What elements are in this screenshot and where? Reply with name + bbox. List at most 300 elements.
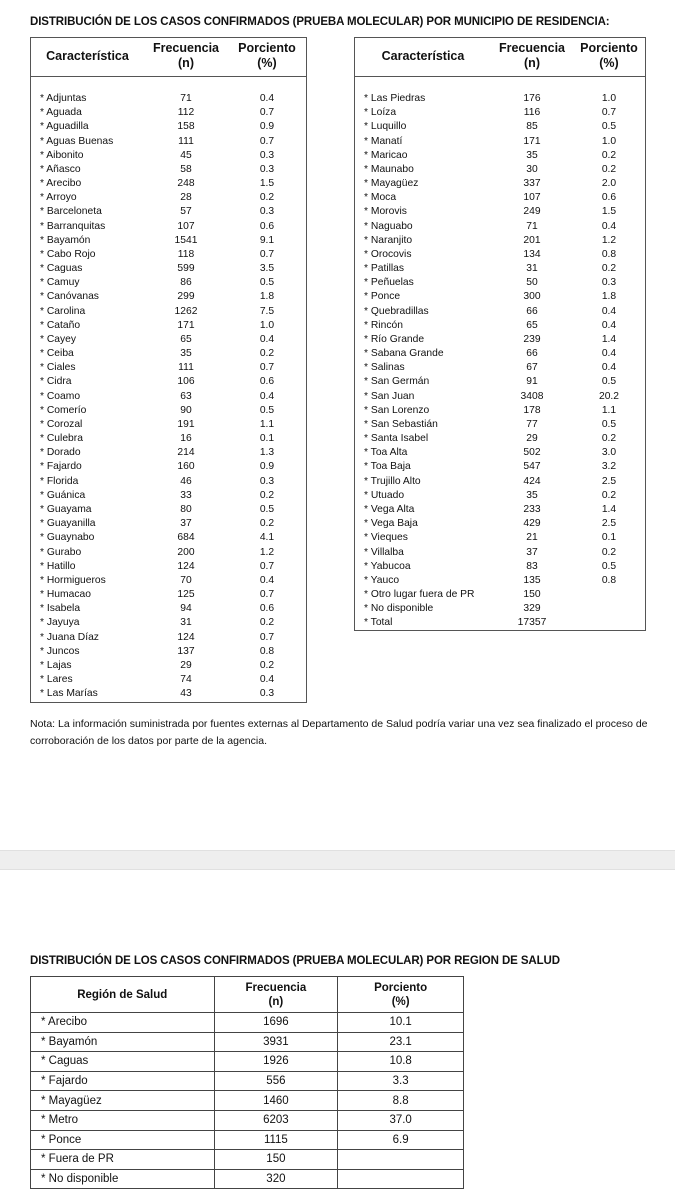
table-row xyxy=(354,404,646,418)
row-name: * Ponce xyxy=(364,291,401,303)
row-percent: 0.5 xyxy=(601,560,617,572)
row-name: * Caguas xyxy=(40,263,83,275)
row-percent: 0.4 xyxy=(601,348,617,360)
row-name: * Arecibo xyxy=(40,178,82,190)
row-frequency: 233 xyxy=(523,503,541,515)
row-name: * Utuado xyxy=(364,489,405,501)
row-percent: 1.1 xyxy=(601,404,617,416)
row-percent: 0.3 xyxy=(601,277,617,289)
table-row xyxy=(30,92,307,106)
row-name: * Las Marías xyxy=(40,688,98,700)
row-percent: 0.2 xyxy=(259,489,275,501)
table-row xyxy=(30,503,307,517)
row-name: * No disponible xyxy=(31,1169,215,1189)
table-row xyxy=(30,588,307,602)
row-name: * Guaynabo xyxy=(40,532,95,544)
row-name: * Bayamón xyxy=(40,234,91,246)
row-frequency: 320 xyxy=(214,1169,338,1189)
row-frequency: 125 xyxy=(177,589,195,601)
row-frequency: 29 xyxy=(526,433,538,445)
table-row xyxy=(354,135,646,149)
row-name: * Aibonito xyxy=(40,149,84,161)
row-frequency: 67 xyxy=(526,362,538,374)
row-frequency: 85 xyxy=(526,121,538,133)
table-row xyxy=(30,460,307,474)
row-frequency: 91 xyxy=(526,376,538,388)
row-frequency: 424 xyxy=(523,475,541,487)
row-percent: 0.8 xyxy=(601,574,617,586)
row-name: * Guánica xyxy=(40,489,86,501)
row-frequency: 35 xyxy=(180,348,192,360)
row-frequency: 66 xyxy=(526,348,538,360)
row-frequency: 124 xyxy=(177,631,195,643)
row-percent: 10.8 xyxy=(338,1052,464,1072)
row-frequency: 29 xyxy=(180,659,192,671)
row-name: * Fajardo xyxy=(31,1071,215,1091)
row-percent: 6.9 xyxy=(338,1130,464,1150)
row-name: * Metro xyxy=(31,1110,215,1130)
row-name: * Aguadilla xyxy=(40,121,89,133)
table-row xyxy=(30,305,307,319)
table-row xyxy=(30,616,307,630)
table-row xyxy=(31,1130,464,1150)
row-percent: 1.1 xyxy=(259,418,275,430)
table-row xyxy=(354,390,646,404)
row-frequency: 134 xyxy=(523,248,541,260)
row-name: * Vega Alta xyxy=(364,503,415,515)
table-row xyxy=(30,475,307,489)
row-name: * Hatillo xyxy=(40,560,76,572)
table-row xyxy=(354,588,646,602)
col-header-region: Región de Salud xyxy=(31,977,215,1013)
row-percent: 0.4 xyxy=(259,574,275,586)
col-header-percent: Porciento (%) xyxy=(227,37,307,76)
row-name: * Corozal xyxy=(40,418,83,430)
row-frequency: 249 xyxy=(523,206,541,218)
row-name: * San Sebastián xyxy=(364,418,438,430)
row-frequency: 111 xyxy=(178,362,194,374)
row-percent: 1.0 xyxy=(601,135,617,147)
row-percent: 0.3 xyxy=(259,688,275,700)
row-percent: 0.8 xyxy=(259,645,275,657)
row-percent: 10.1 xyxy=(338,1013,464,1033)
row-percent: 0.3 xyxy=(259,475,275,487)
row-name: * Aguas Buenas xyxy=(40,135,114,147)
row-name: * Isabela xyxy=(40,603,81,615)
row-name: * Humacao xyxy=(40,589,91,601)
row-frequency: 35 xyxy=(526,149,538,161)
table-row xyxy=(354,560,646,574)
table-row xyxy=(354,517,646,531)
row-name: * Mayagüez xyxy=(31,1091,215,1111)
row-name: * Mayagüez xyxy=(364,178,419,190)
row-name: * Río Grande xyxy=(364,333,425,345)
row-name: * Ciales xyxy=(40,362,76,374)
row-name: * Toa Baja xyxy=(364,461,411,473)
row-name: * Total xyxy=(364,617,393,629)
row-name: * Salinas xyxy=(364,362,405,374)
table-row xyxy=(354,418,646,432)
row-frequency: 45 xyxy=(180,149,192,161)
row-name: * Cabo Rojo xyxy=(40,248,96,260)
row-frequency: 83 xyxy=(526,560,538,572)
table-row xyxy=(354,503,646,517)
row-percent: 8.8 xyxy=(338,1091,464,1111)
row-frequency: 160 xyxy=(177,461,195,473)
row-name: * Cayey xyxy=(40,333,77,345)
row-name: * Yauco xyxy=(364,574,400,586)
row-name: * Comerío xyxy=(40,404,87,416)
row-percent: 9.1 xyxy=(259,234,275,246)
row-frequency: 329 xyxy=(523,603,541,615)
row-frequency: 116 xyxy=(523,107,541,119)
row-name: * San Lorenzo xyxy=(364,404,430,416)
table-row xyxy=(354,446,646,460)
row-name: * Culebra xyxy=(40,433,83,445)
row-frequency: 171 xyxy=(177,319,195,331)
row-percent: 0.7 xyxy=(601,107,617,119)
row-percent: 0.1 xyxy=(601,532,617,544)
col-header-frequency: Frecuencia (n) xyxy=(214,977,338,1013)
municipality-table-left-body xyxy=(30,76,307,701)
row-frequency: 37 xyxy=(180,518,192,530)
region-table xyxy=(30,976,464,1189)
row-name: * San Germán xyxy=(364,376,430,388)
row-percent: 0.6 xyxy=(259,603,275,615)
row-percent: 0.7 xyxy=(259,362,275,374)
table-row xyxy=(30,205,307,219)
row-frequency: 112 xyxy=(177,107,195,119)
row-frequency: 57 xyxy=(180,206,192,218)
table-row xyxy=(354,205,646,219)
row-percent: 37.0 xyxy=(338,1110,464,1130)
row-percent: 0.6 xyxy=(601,192,617,204)
row-percent: 20.2 xyxy=(598,390,620,402)
row-percent: 0.4 xyxy=(259,390,275,402)
row-frequency: 43 xyxy=(180,688,192,700)
row-name: * Arecibo xyxy=(31,1013,215,1033)
table-row xyxy=(30,319,307,333)
row-frequency: 684 xyxy=(177,532,195,544)
row-frequency: 547 xyxy=(523,461,541,473)
table-row xyxy=(354,489,646,503)
table-row xyxy=(30,191,307,205)
table-row xyxy=(31,1032,464,1052)
table-row xyxy=(31,1013,464,1033)
row-name: * Maunabo xyxy=(364,163,414,175)
row-percent: 1.5 xyxy=(259,178,275,190)
row-frequency: 50 xyxy=(526,277,538,289)
table-row xyxy=(30,631,307,645)
table-row xyxy=(31,1091,464,1111)
table-row xyxy=(30,220,307,234)
table-row xyxy=(30,560,307,574)
col-header-characteristic: Característica xyxy=(354,37,492,76)
row-name: * Cidra xyxy=(40,376,72,388)
row-name: * Bayamón xyxy=(31,1032,215,1052)
row-percent xyxy=(572,588,646,602)
table-row xyxy=(354,475,646,489)
row-frequency: 66 xyxy=(526,305,538,317)
table-row xyxy=(354,375,646,389)
row-frequency: 191 xyxy=(177,418,195,430)
row-percent: 0.5 xyxy=(601,376,617,388)
row-frequency: 158 xyxy=(177,121,195,133)
row-percent: 7.5 xyxy=(259,305,275,317)
row-name: * Villalba xyxy=(364,546,404,558)
row-name: * Vieques xyxy=(364,532,408,544)
row-frequency: 37 xyxy=(526,546,538,558)
row-percent: 1.5 xyxy=(601,206,617,218)
row-name: * Luquillo xyxy=(364,121,407,133)
row-frequency: 118 xyxy=(177,248,195,260)
row-percent: 23.1 xyxy=(338,1032,464,1052)
row-frequency: 178 xyxy=(523,404,541,416)
table-row xyxy=(30,177,307,191)
row-frequency: 3408 xyxy=(520,390,544,402)
table-row xyxy=(354,361,646,375)
row-frequency: 1262 xyxy=(174,305,198,317)
table-row xyxy=(354,234,646,248)
row-percent: 0.6 xyxy=(259,220,275,232)
col-header-frequency: Frecuencia (n) xyxy=(492,37,572,76)
row-name: * Fuera de PR xyxy=(31,1150,215,1170)
row-percent: 0.5 xyxy=(259,503,275,515)
row-frequency: 86 xyxy=(180,277,192,289)
table-row xyxy=(30,574,307,588)
row-frequency: 6203 xyxy=(214,1110,338,1130)
row-percent xyxy=(572,602,646,616)
row-name: * Juana Díaz xyxy=(40,631,99,643)
table-row xyxy=(354,191,646,205)
row-frequency: 248 xyxy=(177,178,195,190)
row-frequency: 337 xyxy=(523,178,541,190)
table-row xyxy=(354,602,646,616)
row-percent: 0.2 xyxy=(601,546,617,558)
row-percent: 0.4 xyxy=(259,333,275,345)
row-percent: 0.4 xyxy=(601,362,617,374)
row-frequency: 35 xyxy=(526,489,538,501)
table-row xyxy=(31,1052,464,1072)
row-percent: 0.7 xyxy=(259,135,275,147)
row-name: * Fajardo xyxy=(40,461,82,473)
row-name: * Barceloneta xyxy=(40,206,102,218)
table-row xyxy=(354,432,646,446)
table-row xyxy=(354,106,646,120)
row-name: * Quebradillas xyxy=(364,305,429,317)
row-frequency: 299 xyxy=(177,291,195,303)
row-frequency: 176 xyxy=(523,93,541,104)
table-row xyxy=(31,1169,464,1189)
row-frequency: 90 xyxy=(180,404,192,416)
row-name: * Santa Isabel xyxy=(364,433,429,445)
table-row xyxy=(30,262,307,276)
row-name: * Trujillo Alto xyxy=(364,475,421,487)
table-row xyxy=(30,531,307,545)
row-name: * Florida xyxy=(40,475,79,487)
row-name: * Añasco xyxy=(40,163,81,175)
row-percent: 0.9 xyxy=(259,461,275,473)
row-frequency: 135 xyxy=(523,574,541,586)
row-percent: 0.3 xyxy=(259,206,275,218)
table-row xyxy=(354,177,646,191)
row-frequency: 30 xyxy=(526,163,538,175)
table-row xyxy=(354,574,646,588)
row-name: * Guayanilla xyxy=(40,518,96,530)
row-percent: 0.3 xyxy=(259,163,275,175)
table-row xyxy=(31,1110,464,1130)
row-frequency: 1541 xyxy=(174,234,198,246)
row-percent: 0.2 xyxy=(259,348,275,360)
row-frequency: 1460 xyxy=(214,1091,338,1111)
row-name: * Arroyo xyxy=(40,192,77,204)
row-frequency: 214 xyxy=(177,447,195,459)
row-frequency: 107 xyxy=(177,220,195,232)
row-frequency: 106 xyxy=(177,376,195,388)
row-frequency: 80 xyxy=(180,503,192,515)
table-row xyxy=(354,546,646,560)
row-name: * San Juan xyxy=(364,390,415,402)
row-percent: 0.2 xyxy=(259,617,275,629)
table-row xyxy=(354,262,646,276)
row-frequency: 502 xyxy=(523,447,541,459)
table-row xyxy=(30,120,307,134)
row-percent: 1.2 xyxy=(259,546,275,558)
row-percent: 1.0 xyxy=(259,319,275,331)
row-name: * Carolina xyxy=(40,305,86,317)
row-percent: 3.5 xyxy=(259,263,275,275)
col-header-frequency: Frecuencia (n) xyxy=(145,37,227,76)
row-percent: 0.9 xyxy=(259,121,275,133)
table-row xyxy=(354,319,646,333)
row-percent: 3.2 xyxy=(601,461,617,473)
row-percent: 0.2 xyxy=(601,433,617,445)
row-name: * Naranjito xyxy=(364,234,413,246)
row-percent: 0.2 xyxy=(259,192,275,204)
table-row xyxy=(30,276,307,290)
row-name: * Coamo xyxy=(40,390,81,402)
row-frequency: 599 xyxy=(177,263,195,275)
row-name: * Otro lugar fuera de PR xyxy=(364,589,475,601)
row-name: * Caguas xyxy=(31,1052,215,1072)
row-name: * Barranquitas xyxy=(40,220,106,232)
row-name: * Camuy xyxy=(40,277,80,289)
table-row xyxy=(30,546,307,560)
row-frequency: 1926 xyxy=(214,1052,338,1072)
row-percent: 0.2 xyxy=(601,489,617,501)
table-row xyxy=(354,163,646,177)
row-percent: 0.4 xyxy=(601,305,617,317)
row-percent: 1.4 xyxy=(601,333,617,345)
table-row xyxy=(354,333,646,347)
row-frequency: 17357 xyxy=(517,617,547,629)
table-row xyxy=(30,290,307,304)
table-row xyxy=(30,517,307,531)
row-name: * Naguabo xyxy=(364,220,413,232)
row-name: * Maricao xyxy=(364,149,408,161)
row-frequency: 107 xyxy=(523,192,541,204)
row-percent: 0.3 xyxy=(259,149,275,161)
table-row xyxy=(354,616,646,630)
row-percent: 1.8 xyxy=(259,291,275,303)
table-row xyxy=(354,460,646,474)
row-name: * Yabucoa xyxy=(364,560,411,572)
table-row xyxy=(30,375,307,389)
row-percent: 0.5 xyxy=(259,277,275,289)
row-frequency: 63 xyxy=(180,390,192,402)
table-row xyxy=(30,163,307,177)
data-note: Nota: La información suministrada por fuentes externas al Departamento de Salud podría variar una vez sea finalizado el proceso de corroboración de los datos por parte de la agencia. xyxy=(30,718,648,747)
row-percent: 0.7 xyxy=(259,631,275,643)
table-row xyxy=(354,220,646,234)
row-percent: 1.0 xyxy=(601,93,617,104)
row-frequency: 16 xyxy=(180,433,192,445)
row-name: * Ceiba xyxy=(40,348,74,360)
row-frequency: 28 xyxy=(180,192,192,204)
row-name: * Orocovis xyxy=(364,248,412,260)
row-percent: 0.2 xyxy=(601,149,617,161)
row-percent: 0.2 xyxy=(259,659,275,671)
table-row xyxy=(31,1071,464,1091)
row-percent: 2.5 xyxy=(601,475,617,487)
row-name: * Peñuelas xyxy=(364,277,414,289)
region-table-body xyxy=(31,1013,464,1189)
municipality-table-right xyxy=(354,37,646,631)
row-name: * Lajas xyxy=(40,659,72,671)
row-percent: 1.3 xyxy=(259,447,275,459)
col-header-percent: Porciento (%) xyxy=(572,37,646,76)
row-frequency: 65 xyxy=(180,333,192,345)
row-frequency: 77 xyxy=(526,418,538,430)
table-row xyxy=(354,347,646,361)
col-header-characteristic: Característica xyxy=(30,37,145,76)
table-row xyxy=(30,645,307,659)
table-row xyxy=(30,489,307,503)
row-name: * No disponible xyxy=(364,603,434,615)
table-row xyxy=(30,361,307,375)
row-frequency: 31 xyxy=(180,617,192,629)
row-percent: 0.8 xyxy=(601,248,617,260)
page-divider xyxy=(0,850,675,870)
row-percent xyxy=(572,616,646,630)
row-frequency: 3931 xyxy=(214,1032,338,1052)
row-frequency: 150 xyxy=(523,589,541,601)
row-frequency: 74 xyxy=(180,674,192,686)
row-percent: 0.7 xyxy=(259,560,275,572)
spacer-row xyxy=(354,76,646,92)
row-percent: 0.6 xyxy=(259,376,275,388)
row-percent: 1.4 xyxy=(601,503,617,515)
row-frequency: 111 xyxy=(178,135,194,147)
table-row xyxy=(30,390,307,404)
row-name: * Las Piedras xyxy=(364,93,426,104)
row-frequency: 429 xyxy=(523,518,541,530)
row-frequency: 65 xyxy=(526,319,538,331)
table-row xyxy=(30,347,307,361)
row-name: * Rincón xyxy=(364,319,403,331)
row-percent: 1.2 xyxy=(601,234,617,246)
row-percent: 4.1 xyxy=(259,532,275,544)
row-name: * Manatí xyxy=(364,135,403,147)
col-header-percent: Porciento (%) xyxy=(338,977,464,1013)
region-heading: DISTRIBUCIÓN DE LOS CASOS CONFIRMADOS (PRUEBA MOLECULAR) POR REGION DE SALUD xyxy=(30,955,560,967)
row-percent: 0.7 xyxy=(259,107,275,119)
table-row xyxy=(354,531,646,545)
row-name: * Cataño xyxy=(40,319,81,331)
table-row xyxy=(30,135,307,149)
table-row xyxy=(30,234,307,248)
row-name: * Morovis xyxy=(364,206,407,218)
